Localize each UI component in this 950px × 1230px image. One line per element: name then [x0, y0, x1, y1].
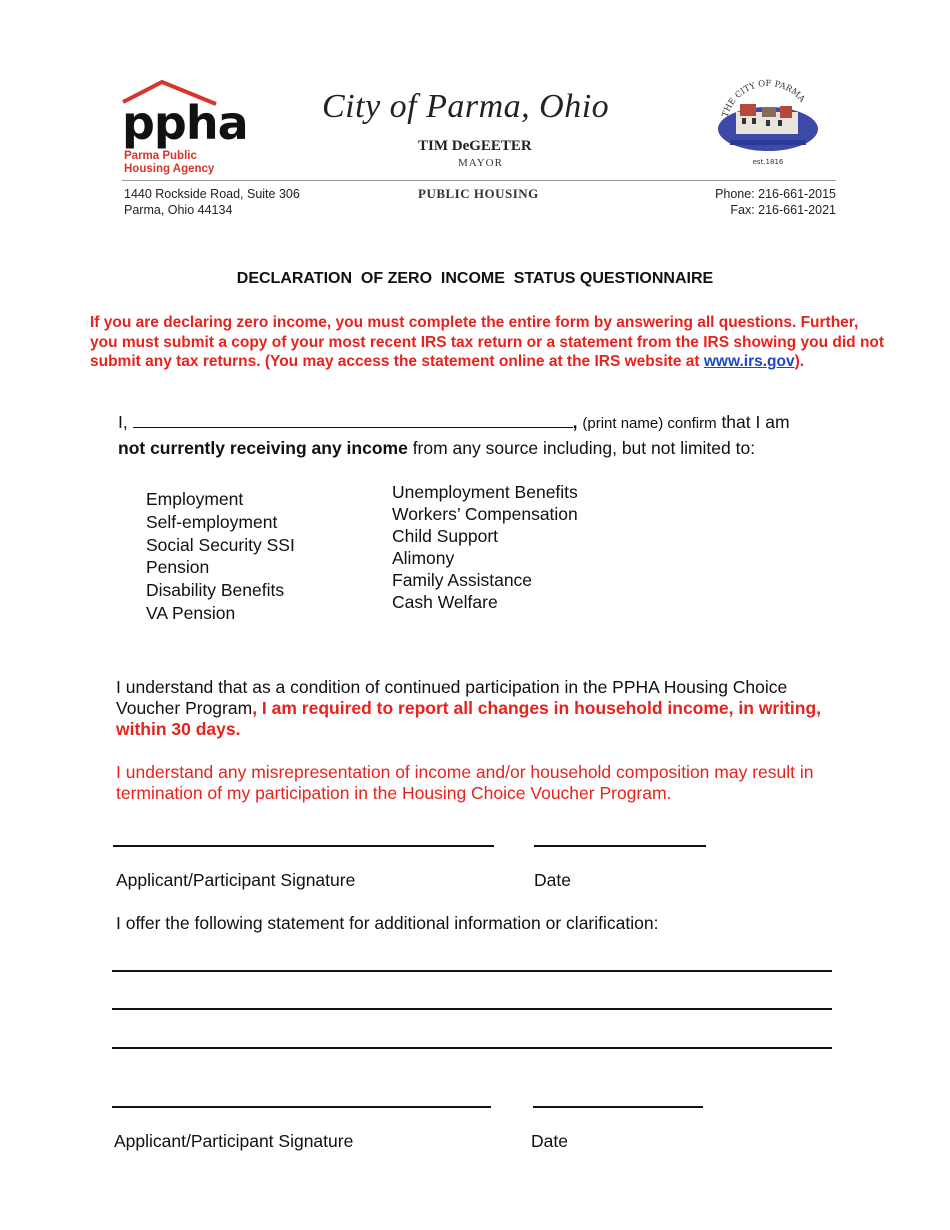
print-name-field[interactable] [133, 413, 573, 428]
list-item: Cash Welfare [392, 592, 498, 612]
svg-text:est.1816: est.1816 [752, 158, 784, 166]
date-field-1[interactable] [534, 845, 706, 847]
list-item: Workers’ Compensation [392, 504, 578, 524]
signature-label: Applicant/Participant Signature [114, 1131, 354, 1151]
income-list-left [146, 488, 295, 625]
statement-line-3[interactable] [112, 1047, 832, 1049]
mayor-name: TIM DeGEETER [418, 138, 532, 154]
list-item: Disability Benefits [146, 580, 285, 601]
irs-link[interactable]: www.irs.gov [703, 353, 795, 370]
confirm-statement: I, , (print name) confirm that I am not currently receiving any income from any source including, but not limited to: [118, 412, 790, 458]
date-label: Date [534, 870, 571, 890]
form-title: DECLARATION OF ZERO INCOME STATUS QUESTIONNAIRE [236, 270, 714, 287]
ppha-logo: ppha [122, 96, 248, 150]
svg-text:THE CITY OF PARMA: THE CITY OF PARMA [720, 78, 807, 119]
misrepresentation-warning: I understand any misrepresentation of income and/or household composition may result in termination of my participation in the Housing Choice Voucher Program. [116, 762, 814, 803]
list-item: Employment [146, 489, 244, 509]
header-divider [122, 180, 836, 181]
mayor-title: MAYOR [458, 157, 503, 169]
contact-info: Phone: 216-661-2015 Fax: 216-661-2021 [715, 187, 836, 217]
list-item: Child Support [392, 526, 499, 546]
signature-field-1[interactable] [113, 845, 494, 847]
date-label: Date [531, 1131, 568, 1151]
list-item: Self-employment [146, 511, 278, 532]
signature-field-2[interactable] [112, 1106, 491, 1108]
list-item: Family Assistance [392, 570, 533, 590]
list-item: VA Pension [146, 602, 236, 623]
department-label: PUBLIC HOUSING [418, 186, 539, 201]
list-item: Alimony [392, 548, 455, 568]
date-field-2[interactable] [533, 1106, 703, 1108]
agency-address: 1440 Rockside Road, Suite 306 Parma, Ohio 44134 [124, 187, 300, 217]
city-name: City of Parma, Ohio [322, 88, 610, 125]
list-item: Pension [146, 557, 210, 578]
statement-label: I offer the following statement for additional information or clarification: [116, 913, 659, 933]
city-seal-icon [706, 74, 830, 170]
instruction-notice: If you are declaring zero income, you must complete the entire form by answering all questions. Further, you must submit a copy of your most recent IRS tax return or a statement from the IRS showing you did not submit any tax returns. (You may access the statement online at the IRS website at www.irs.gov). [90, 314, 885, 370]
income-list-right [392, 481, 578, 613]
reporting-requirement: I understand that as a condition of continued participation in the PPHA Housing Choice Voucher Program, I am required to report all changes in household income, in writing, within 30 days. [116, 677, 822, 739]
signature-label: Applicant/Participant Signature [116, 870, 356, 890]
logo-subtitle: Parma Public Housing Agency [124, 150, 215, 175]
statement-line-2[interactable] [112, 1008, 832, 1010]
list-item: Social Security SSI [146, 534, 295, 555]
list-item: Unemployment Benefits [392, 482, 578, 502]
statement-line-1[interactable] [112, 970, 832, 972]
